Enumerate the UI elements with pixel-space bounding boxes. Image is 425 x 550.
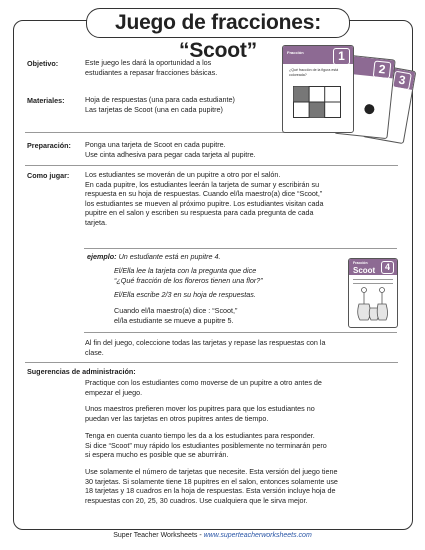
- divider: [25, 165, 398, 166]
- footer: [0, 532, 425, 539]
- sugerencia-4: Use solamente el número de tarjetas que necesite. Esta versión del juego tiene 30 tarjetas. Si solamente tiene 18 pupitres en el salon, entonces solamente use 18 tarjetas y 18 cuadros en la hoja de respuestas. Esta versión incluye hoja de respuestas con 20, 25, 30 cuadros. Use cualquiera que le sirva mejor.: [85, 467, 338, 505]
- card-number: 2: [373, 60, 392, 79]
- card-number: 1: [333, 48, 350, 65]
- materiales-label: Materiales:: [27, 96, 65, 105]
- card-label: Fracción: [353, 261, 368, 265]
- como-jugar-text: Los estudiantes se moverán de un pupitre a otro por el salón. En cada pupitre, los estudiantes leerán la tarjeta de sumar y escribirán su respuesta en su hoja de respuestas. Cuando el/la maestro(a) dice “Scoot,” los estudiantes se mueven al próximo pupitre. Los estudiantes visitan cada pupitre en el salon y escriben su respuesta para cada pregunta de cada tarjeta.: [85, 170, 324, 227]
- card-label: Fracción: [287, 50, 304, 55]
- card-number: 4: [381, 261, 394, 274]
- example-intro: ejemplo: Un estudiante está en pupitre 4.: [87, 252, 221, 261]
- vases-icon: [354, 286, 392, 322]
- divider: [25, 362, 398, 363]
- divider: [84, 248, 397, 249]
- sugerencia-2: Unos maestros prefieren mover los pupitres para que los estudiantes no puedan ver las tarjetas en otros pupitres antes de tiempo.: [85, 404, 315, 423]
- footer-text: Super Teacher Worksheets -: [113, 532, 204, 539]
- sugerencia-1: Practique con los estudiantes como moverse de un pupitre a otro antes de empezar el juego.: [85, 378, 322, 397]
- scoot-card-1: [282, 45, 354, 133]
- materiales-text: Hoja de respuestas (una para cada estudiante) Las tarjetas de Scoot (una en cada pupitre): [85, 95, 235, 114]
- objetivo-text: Este juego les dará la oportunidad a los estudiantes a repasar fracciones básicas.: [85, 58, 218, 77]
- page-title: Juego de fracciones: “Scoot”: [86, 8, 350, 38]
- example-step-2: El/Ella escribe 2/3 en su hoja de respuestas.: [114, 290, 256, 299]
- sugerencias-label: Sugerencias de administración:: [27, 367, 136, 376]
- como-jugar-label: Como jugar:: [27, 171, 70, 180]
- card-question: ¿Qué fracción de la figura está coloreada?: [289, 68, 339, 77]
- card-number: 3: [392, 71, 412, 91]
- footer-link[interactable]: www.superteacherworksheets.com: [203, 532, 312, 539]
- circle-icon: [364, 104, 375, 115]
- sugerencia-3: Tenga en cuenta cuanto tiempo les da a los estudiantes para responder. Si dice “Scoot” muy rápido los estudiantes posiblemente no terminarán pero si espera mucho es posible que se aburrirán.: [85, 431, 327, 460]
- card-question-lines: [353, 279, 393, 284]
- card-title: Scoot: [353, 266, 376, 275]
- fraction-grid-icon: [293, 86, 341, 118]
- preparacion-label: Preparación:: [27, 141, 71, 150]
- objetivo-label: Objetivo:: [27, 59, 59, 68]
- example-step-3: Cuando el/la maestro(a) dice : “Scoot,” el/la estudiante se mueve a pupitre 5.: [114, 306, 238, 325]
- divider: [84, 332, 397, 333]
- scoot-card-4: [348, 258, 398, 328]
- preparacion-text: Ponga una tarjeta de Scoot en cada pupitre. Use cinta adhesiva para pegar cada tarjeta al pupitre.: [85, 140, 256, 159]
- example-step-1: El/Ella lee la tarjeta con la pregunta que dice “¿Qué fracción de los floreros tienen una flor?”: [114, 266, 263, 285]
- closing-text: Al fin del juego, coleccione todas las tarjetas y repase las respuestas con la clase.: [85, 338, 326, 357]
